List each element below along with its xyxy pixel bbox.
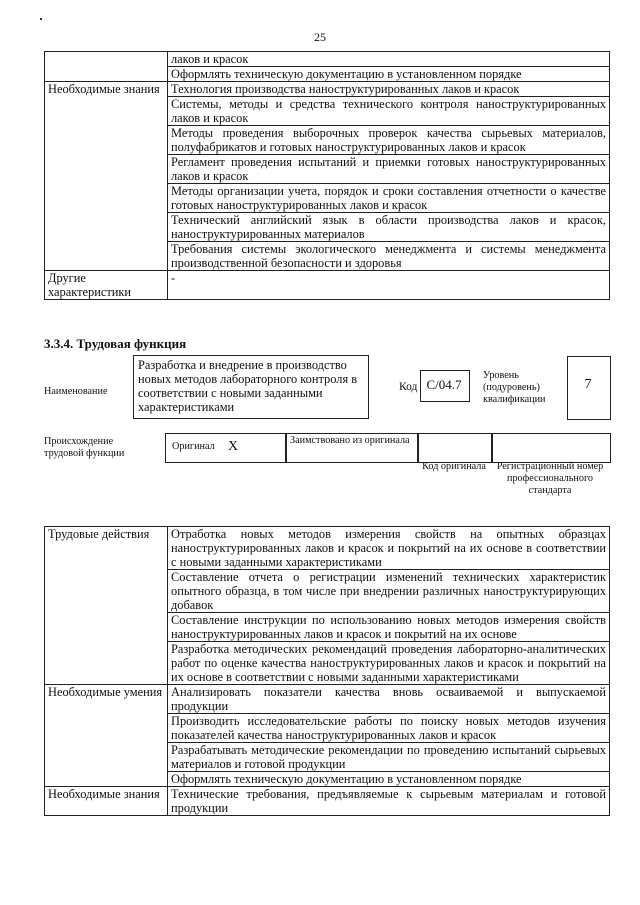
table-cell: Разработка методических рекомендаций проведения лабораторно-аналитических работ по оценке качества наноструктурированных лаков и красок и покрытий на их основе в соответствии с новыми заданными характеристиками (168, 642, 610, 685)
row-label-skills: Необходимые умения (45, 685, 168, 787)
row-label-other: Другие характеристики (45, 271, 168, 300)
table-cell-empty-label (45, 52, 168, 82)
bottom-requirements-table (44, 526, 610, 816)
table-cell: Составление инструкции по использованию новых методов измерения свойств наноструктурированных лаков и красок и покрытий на их основе (168, 613, 610, 642)
table-cell: Оформлять техническую документацию в установленном порядке (168, 67, 610, 82)
borrowed-label: Заимствовано из оригинала (290, 435, 410, 446)
table-cell: Разрабатывать методические рекомендации по проведению испытаний сырьевых материалов и готовой продукции (168, 743, 610, 772)
table-cell: лаков и красок (168, 52, 610, 67)
table-cell: Оформлять техническую документацию в установленном порядке (168, 772, 610, 787)
section-title: 3.3.4. Трудовая функция (44, 336, 187, 351)
table-cell: Требования системы экологического менеджмента и системы менеджмента производственной безопасности и здоровья (168, 242, 610, 271)
table-cell: Регламент проведения испытаний и приемки готовых наноструктурированных лаков и красок (168, 155, 610, 184)
reg-number-box (491, 433, 611, 463)
code-value: С/04.7 (426, 377, 462, 392)
table-cell: Методы организации учета, порядок и сроки составления отчетности о качестве готовых наноструктурированных лаков и красок (168, 184, 610, 213)
original-label: Оригинал (172, 441, 215, 452)
row-label-knowledge: Необходимые знания (45, 82, 168, 271)
code-label: Код (399, 381, 418, 393)
table-cell: Отработка новых методов измерения свойств на опытных образцах наноструктурированных лаков и красок и покрытий на их основе в соответствии с новыми заданными характеристиками (168, 527, 610, 570)
row-label-knowledge: Необходимые знания (45, 787, 168, 816)
page-number: 25 (314, 30, 326, 44)
table-cell: Технический английский язык в области производства лаков и красок, наноструктурированных материалов (168, 213, 610, 242)
level-label: Уровень (подуровень) квалификации (483, 370, 546, 405)
table-cell: Составление отчета о регистрации изменений технических характеристик опытного образца, в том числе при внедрении различных наноструктурирующих добавок (168, 570, 610, 613)
top-requirements-table (44, 51, 610, 300)
original-mark: X (228, 439, 239, 454)
table-cell: Системы, методы и средства технического контроля наноструктурированных лаков и красок (168, 97, 610, 126)
code-caption: Код оригинала (422, 461, 486, 472)
scan-speck (40, 18, 42, 20)
table-cell: Технические требования, предъявляемые к сырьевым материалам и готовой продукции (168, 787, 610, 816)
name-label: Наименование (44, 386, 108, 397)
table-cell: Производить исследовательские работы по поиску новых методов изучения показателей качества наноструктурированных лаков и красок (168, 714, 610, 743)
name-value: Разработка и внедрение в производство новых методов лабораторного контроля в соответствии с новыми заданными характеристиками (138, 358, 358, 414)
table-cell: Методы проведения выборочных проверок качества сырьевых материалов, полуфабрикатов и готовых наноструктурированных лаков и красок (168, 126, 610, 155)
table-cell: - (168, 271, 610, 300)
original-code-box (417, 433, 493, 463)
row-label-actions: Трудовые действия (45, 527, 168, 685)
reg-caption: Регистрационный номер профессионального стандарта (496, 461, 604, 496)
table-cell: Анализировать показатели качества вновь осваиваемой и выпускаемой продукции (168, 685, 610, 714)
table-cell: Технология производства наноструктурированных лаков и красок (168, 82, 610, 97)
origin-label: Происхождение трудовой функции (44, 436, 125, 459)
level-value: 7 (584, 377, 592, 392)
